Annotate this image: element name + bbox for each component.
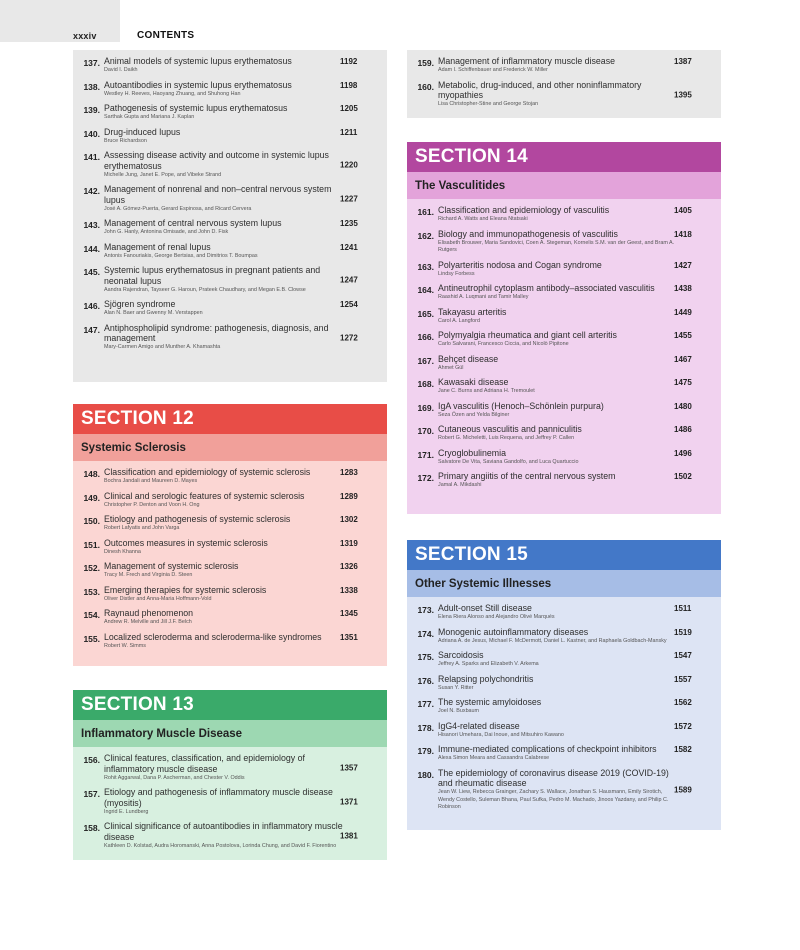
toc-entry[interactable]: [407, 258, 721, 282]
chapter-title: Classification and epidemiology of systemic sclerosis: [104, 467, 311, 477]
toc-entry[interactable]: [73, 297, 387, 321]
chapter-authors: Raashid A. Luqmani and Tamir Malley: [438, 294, 529, 300]
toc-entry[interactable]: [407, 672, 721, 696]
page-number-ref: 1220: [340, 160, 358, 170]
chapter-authors: Bochra Jandali and Maureen D. Mayes: [104, 478, 198, 484]
chapter-authors: Ahmet Gül: [438, 364, 464, 371]
chapter-number: 159.: [417, 58, 434, 68]
section-label: SECTION 13: [73, 690, 387, 720]
chapter-number: 154.: [83, 610, 100, 620]
chapter-number: 164.: [417, 285, 434, 295]
chapter-title: Antiphospholipid syndrome: pathogenesis, diagnosis, and management: [104, 322, 329, 343]
chapter-title: Pathogenesis of systemic lupus erythematosus: [104, 103, 288, 113]
chapter-authors: Lisa Christopher-Stine and George Stojan: [438, 101, 539, 107]
page-number-ref: 1338: [340, 585, 358, 595]
chapter-number: 157.: [83, 789, 100, 799]
toc-entry[interactable]: [407, 328, 721, 352]
chapter-authors: Jeffrey A. Sparks and Elizabeth V. Arkema: [438, 661, 539, 667]
corner-tab: [0, 0, 120, 42]
chapter-title: Behçet disease: [438, 353, 499, 364]
toc-entry[interactable]: [73, 465, 387, 489]
page-number-ref: 1557: [674, 674, 692, 684]
contents-box-section-13-continued: [407, 50, 721, 118]
chapter-authors: Oliver Distler and Anna-Maria Hoffmann-Vold: [104, 595, 212, 602]
chapter-number: 165.: [417, 308, 434, 319]
chapter-authors: Adriana A. de Jesus, Michael F. McDermott, Daniel L. Kastner, and Raphaela Goldbach-Mansky: [438, 637, 667, 644]
chapter-title: Polymyalgia rheumatica and giant cell arteritis: [438, 330, 617, 340]
chapter-title: Assessing disease activity and outcome in systemic lupus erythematosus: [104, 150, 329, 171]
toc-entry[interactable]: [73, 125, 387, 149]
page-number-ref: 1496: [674, 448, 692, 458]
chapter-number: 177.: [417, 699, 434, 709]
chapter-number: 170.: [417, 426, 434, 436]
chapter-number: 138.: [83, 81, 100, 92]
page-number-ref: 1395: [674, 90, 692, 99]
chapter-authors: José A. Gómez-Puerta, Gerard Espinosa, and Ricard Cervera: [104, 205, 252, 212]
page-number-ref: 1427: [674, 260, 692, 270]
chapter-authors: Carlo Salvarani, Francesco Ciccia, and Nicolò Pipitone: [438, 341, 569, 347]
section-name: Systemic Sclerosis: [73, 434, 387, 461]
entry-list: [407, 597, 721, 821]
chapter-number: 145.: [83, 267, 100, 277]
chapter-title: Adult-onset Still disease: [438, 603, 532, 613]
chapter-title: Clinical significance of autoantibodies in inflammatory muscle disease: [104, 821, 343, 842]
section-name: Inflammatory Muscle Disease: [73, 720, 387, 747]
chapter-number: 162.: [417, 230, 434, 241]
chapter-authors: Aandra Rajendran, Tayseer G. Haroun, Prateek Chaudhary, and Megan E.B. Clowse: [104, 286, 306, 293]
toc-entry[interactable]: [407, 422, 721, 446]
toc-entry[interactable]: [73, 630, 387, 654]
chapter-number: 176.: [417, 675, 434, 686]
page-number-ref: 1381: [340, 831, 358, 841]
chapter-title: Primary angiitis of the central nervous system: [438, 471, 616, 481]
page-number-ref: 1192: [340, 57, 358, 66]
page-number: xxxiv: [73, 31, 97, 41]
section-name: Other Systemic Illnesses: [407, 570, 721, 597]
page-number-ref: 1582: [674, 745, 692, 754]
chapter-title: Animal models of systemic lupus erythematosus: [104, 56, 292, 66]
page-number-ref: 1511: [674, 604, 692, 613]
chapter-authors: Salvatore De Vita, Saviana Gandolfo, and Luca Quartuccio: [438, 458, 579, 465]
toc-entry[interactable]: [407, 766, 721, 815]
entry-list: [407, 50, 721, 118]
chapter-number: 166.: [417, 332, 434, 342]
chapter-authors: Sarthak Gupta and Mariana J. Kaplan: [104, 114, 195, 120]
chapter-title: Management of nonrenal and non–central nervous system lupus: [104, 184, 332, 205]
chapter-title: Raynaud phenomenon: [104, 608, 194, 618]
chapter-authors: Robert W. Simms: [104, 642, 146, 649]
page-number-ref: 1438: [674, 284, 692, 293]
toc-entry[interactable]: [73, 785, 387, 819]
page-number-ref: 1371: [340, 797, 358, 807]
chapter-title: Cryoglobulinemia: [438, 447, 506, 458]
page-number-ref: 1418: [674, 229, 692, 239]
chapter-title: Kawasaki disease: [438, 377, 509, 387]
page-number-ref: 1351: [340, 632, 358, 642]
contents-box-section-11-continued: [73, 50, 387, 382]
toc-entry[interactable]: [407, 648, 721, 672]
chapter-authors: Hisanori Umehara, Dai Inoue, and Mitsuhiro Kawano: [438, 731, 564, 738]
page-number-ref: 1302: [340, 515, 358, 524]
chapter-authors: Robert G. Micheletti, Luis Requena, and Jeffrey P. Callen: [438, 435, 575, 441]
toc-entry[interactable]: [407, 625, 721, 649]
toc-entry[interactable]: [407, 203, 721, 227]
page-number-ref: 1486: [674, 425, 692, 434]
page-number-ref: 1289: [340, 491, 358, 501]
toc-entry[interactable]: [407, 446, 721, 470]
toc-entry[interactable]: [73, 182, 387, 216]
chapter-title: Systemic lupus erythematosus in pregnant patients and neonatal lupus: [104, 265, 321, 286]
toc-entry[interactable]: [73, 321, 387, 355]
chapter-title: Management of systemic sclerosis: [104, 561, 239, 571]
page-number-ref: 1387: [674, 57, 692, 66]
chapter-title: Relapsing polychondritis: [438, 673, 534, 684]
chapter-authors: Elena Riera Alonso and Alejandro Olivé Marqués: [438, 614, 555, 620]
page-number-ref: 1254: [340, 300, 358, 309]
page-header-title: CONTENTS: [137, 30, 195, 41]
page-number-ref: 1547: [674, 651, 692, 660]
toc-entry[interactable]: [407, 601, 721, 625]
chapter-number: 167.: [417, 355, 434, 366]
chapter-number: 151.: [83, 539, 100, 550]
chapter-authors: Adam I. Schiffenbauer and Frederick W. Miller: [438, 67, 548, 73]
toc-entry[interactable]: [73, 559, 387, 583]
chapter-title: Outcomes measures in systemic sclerosis: [104, 537, 268, 548]
page-number-ref: 1519: [674, 627, 692, 637]
toc-entry[interactable]: [407, 281, 721, 305]
page-number-ref: 1227: [340, 194, 358, 204]
chapter-number: 174.: [417, 628, 434, 639]
page-number-ref: 1480: [674, 401, 692, 411]
toc-entry[interactable]: [407, 352, 721, 376]
chapter-number: 175.: [417, 652, 434, 662]
chapter-authors: Rohit Aggarwal, Dana P. Ascherman, and Chester V. Oddis: [104, 774, 245, 781]
page-number-ref: 1198: [340, 80, 358, 90]
chapter-authors: Kathleen D. Kolstad, Audra Horomanski, Anna Postolova, Lorinda Chung, and David F. Fiorentino: [104, 842, 337, 849]
page-number-ref: 1449: [674, 307, 692, 317]
chapter-number: 158.: [83, 823, 100, 833]
chapter-title: Antineutrophil cytoplasm antibody–associated vasculitis: [438, 283, 655, 293]
page-number-ref: 1283: [340, 468, 358, 477]
chapter-authors: John G. Hanly, Antonina Omisade, and John D. Fisk: [104, 229, 229, 235]
chapter-authors: David I. Daikh: [104, 67, 138, 73]
chapter-title: Biology and immunopathogenesis of vasculitis: [438, 228, 618, 239]
toc-entry[interactable]: [73, 216, 387, 240]
toc-entry[interactable]: [73, 54, 387, 78]
chapter-title: Sarcoidosis: [438, 650, 484, 660]
chapter-authors: Alan N. Baer and Gwenny M. Verstappen: [104, 310, 203, 316]
page-number-ref: 1467: [674, 354, 692, 364]
chapter-title: Monogenic autoinflammatory diseases: [438, 626, 589, 637]
chapter-number: 178.: [417, 722, 434, 733]
page-number-ref: 1357: [340, 763, 358, 773]
toc-entry[interactable]: [407, 54, 721, 78]
chapter-authors: Antonis Fanouriakis, George Bertsias, and Dimitrios T. Boumpas: [104, 252, 258, 259]
toc-entry[interactable]: [73, 819, 387, 853]
chapter-authors: Christopher P. Denton and Voon H. Ong: [104, 501, 200, 508]
section-label: SECTION 14: [407, 142, 721, 172]
chapter-number: 163.: [417, 261, 434, 272]
chapter-number: 144.: [83, 243, 100, 254]
chapter-number: 160.: [417, 81, 434, 92]
chapter-number: 149.: [83, 492, 100, 503]
toc-entry[interactable]: [407, 305, 721, 329]
chapter-authors: Andrew R. Melville and Jill J.F. Belch: [104, 619, 192, 625]
chapter-title: Etiology and pathogenesis of systemic sclerosis: [104, 514, 291, 524]
chapter-number: 150.: [83, 516, 100, 526]
chapter-title: Autoantibodies in systemic lupus erythematosus: [104, 79, 292, 90]
chapter-authors: Jane C. Burns and Adriana H. Tremoulet: [438, 388, 535, 394]
toc-entry[interactable]: [73, 751, 387, 785]
chapter-title: Etiology and pathogenesis of inflammatory muscle disease (myositis): [104, 787, 333, 808]
chapter-authors: Bruce Richardson: [104, 137, 147, 144]
chapter-number: 153.: [83, 586, 100, 597]
chapter-title: IgG4-related disease: [438, 720, 520, 731]
chapter-title: Sjögren syndrome: [104, 299, 176, 309]
toc-entry[interactable]: [73, 512, 387, 536]
section-15-box: [407, 540, 721, 830]
chapter-authors: Tracy M. Frech and Virginia D. Steen: [104, 572, 193, 578]
page-number-ref: 1241: [340, 242, 358, 252]
chapter-number: 137.: [83, 58, 100, 68]
page-number-ref: 1455: [674, 331, 692, 340]
entry-list: [73, 747, 387, 859]
section-label: SECTION 15: [407, 540, 721, 570]
toc-entry[interactable]: [407, 227, 721, 258]
chapter-authors: Ingrid E. Lundberg: [104, 808, 149, 815]
chapter-title: The epidemiology of coronavirus disease 2019 (COVID-19) and rheumatic disease: [438, 767, 669, 788]
chapter-number: 156.: [83, 755, 100, 765]
chapter-title: The systemic amyloidoses: [438, 697, 542, 707]
section-14-box: [407, 142, 721, 514]
chapter-title: Clinical features, classification, and epidemiology of inflammatory muscle disease: [104, 753, 305, 774]
chapter-number: 152.: [83, 563, 100, 573]
page-number-ref: 1211: [340, 127, 358, 137]
page-number-ref: 1345: [340, 609, 358, 618]
section-13-box: [73, 690, 387, 860]
toc-entry[interactable]: [73, 263, 387, 297]
chapter-number: 169.: [417, 402, 434, 413]
chapter-number: 172.: [417, 473, 434, 483]
chapter-authors: Richard A. Watts and Eleana Ntatsaki: [438, 216, 528, 222]
chapter-authors: Alexa Simon Meara and Cassandra Calabrese: [438, 755, 550, 761]
toc-entry[interactable]: [73, 583, 387, 607]
chapter-title: Clinical and serologic features of systemic sclerosis: [104, 490, 305, 501]
toc-entry[interactable]: [407, 742, 721, 766]
entry-list: [73, 50, 387, 361]
entry-list: [407, 199, 721, 499]
chapter-authors: Elisabeth Brouwer, Maria Sandovici, Coen A. Stegeman, Kornelis S.M. van der Geest, and Bram A. Rutgers: [438, 239, 675, 253]
chapter-number: 171.: [417, 449, 434, 460]
toc-entry[interactable]: [73, 489, 387, 513]
chapter-authors: Lindsy Forbess: [438, 270, 475, 277]
chapter-number: 148.: [83, 469, 100, 479]
chapter-number: 168.: [417, 379, 434, 389]
entry-list: [73, 461, 387, 659]
chapter-authors: Dinesh Khanna: [104, 548, 141, 555]
chapter-number: 161.: [417, 207, 434, 217]
chapter-title: Takayasu arteritis: [438, 306, 507, 317]
chapter-title: Management of inflammatory muscle disease: [438, 56, 615, 66]
chapter-authors: Carol A. Langford: [438, 317, 480, 324]
toc-entry[interactable]: [407, 695, 721, 719]
toc-entry[interactable]: [73, 536, 387, 560]
page-number-ref: 1475: [674, 378, 692, 387]
chapter-authors: Susan Y. Ritter: [438, 684, 474, 691]
toc-entry[interactable]: [73, 148, 387, 182]
chapter-authors: Jean W. Liew, Rebecca Grainger, Zachary S. Wallace, Jonathan S. Hausmann, Emily Sirotich, Wendy Costello, Suleman Bhana, Paul Sufka, Pedro M. Machado, Jinoos Yazdany, and Philip C. Robinson: [438, 789, 669, 810]
chapter-title: Metabolic, drug-induced, and other noninflammatory myopathies: [438, 79, 642, 100]
chapter-authors: Seza Özen and Yelda Bilginer: [438, 411, 510, 418]
chapter-authors: Robert Lafyatis and John Varga: [104, 525, 180, 531]
chapter-title: Immune-mediated complications of checkpoint inhibitors: [438, 744, 657, 754]
toc-entry[interactable]: [407, 78, 721, 112]
chapter-title: Polyarteritis nodosa and Cogan syndrome: [438, 259, 602, 270]
chapter-number: 147.: [83, 324, 100, 335]
chapter-title: Management of renal lupus: [104, 241, 211, 252]
chapter-number: 173.: [417, 605, 434, 615]
page-number-ref: 1589: [674, 785, 692, 795]
chapter-authors: Michelle Jung, Janet E. Pope, and Vibeke Strand: [104, 171, 222, 178]
chapter-title: IgA vasculitis (Henoch–Schönlein purpura): [438, 400, 604, 411]
chapter-number: 139.: [83, 105, 100, 115]
chapter-authors: Jamal A. Mikdashi: [438, 482, 482, 488]
chapter-number: 155.: [83, 633, 100, 644]
section-12-box: [73, 404, 387, 666]
chapter-number: 143.: [83, 220, 100, 230]
chapter-authors: Joel N. Buxbaum: [438, 708, 480, 714]
page-number-ref: 1405: [674, 206, 692, 215]
chapter-number: 179.: [417, 746, 434, 756]
page-number-ref: 1272: [340, 333, 358, 342]
page-number-ref: 1572: [674, 721, 692, 731]
toc-entry[interactable]: [407, 469, 721, 493]
toc-entry[interactable]: [407, 375, 721, 399]
toc-entry[interactable]: [407, 719, 721, 743]
chapter-authors: Westley H. Reeves, Haoyang Zhuang, and Shuhong Han: [104, 90, 241, 97]
page-number-ref: 1326: [340, 562, 358, 571]
section-label: SECTION 12: [73, 404, 387, 434]
page-number-ref: 1235: [340, 219, 358, 228]
chapter-title: Cutaneous vasculitis and panniculitis: [438, 424, 582, 434]
page-number-ref: 1205: [340, 104, 358, 113]
page-number-ref: 1247: [340, 275, 358, 285]
section-name: The Vasculitides: [407, 172, 721, 199]
chapter-title: Emerging therapies for systemic sclerosis: [104, 584, 267, 595]
chapter-authors: Mary-Carmen Amigo and Munther A. Khamashta: [104, 344, 221, 350]
chapter-title: Drug-induced lupus: [104, 126, 181, 137]
chapter-number: 142.: [83, 186, 100, 196]
chapter-title: Management of central nervous system lupus: [104, 218, 282, 228]
toc-entry[interactable]: [73, 606, 387, 630]
toc-entry[interactable]: [73, 78, 387, 102]
chapter-number: 180.: [417, 769, 434, 780]
chapter-number: 140.: [83, 128, 100, 139]
chapter-number: 141.: [83, 152, 100, 162]
toc-entry[interactable]: [73, 101, 387, 125]
page-number-ref: 1502: [674, 472, 692, 481]
toc-entry[interactable]: [73, 240, 387, 264]
chapter-number: 146.: [83, 301, 100, 311]
chapter-title: Classification and epidemiology of vasculitis: [438, 205, 610, 215]
page-number-ref: 1562: [674, 698, 692, 707]
toc-entry[interactable]: [407, 399, 721, 423]
chapter-title: Localized scleroderma and scleroderma-like syndromes: [104, 631, 322, 642]
page-number-ref: 1319: [340, 538, 358, 548]
